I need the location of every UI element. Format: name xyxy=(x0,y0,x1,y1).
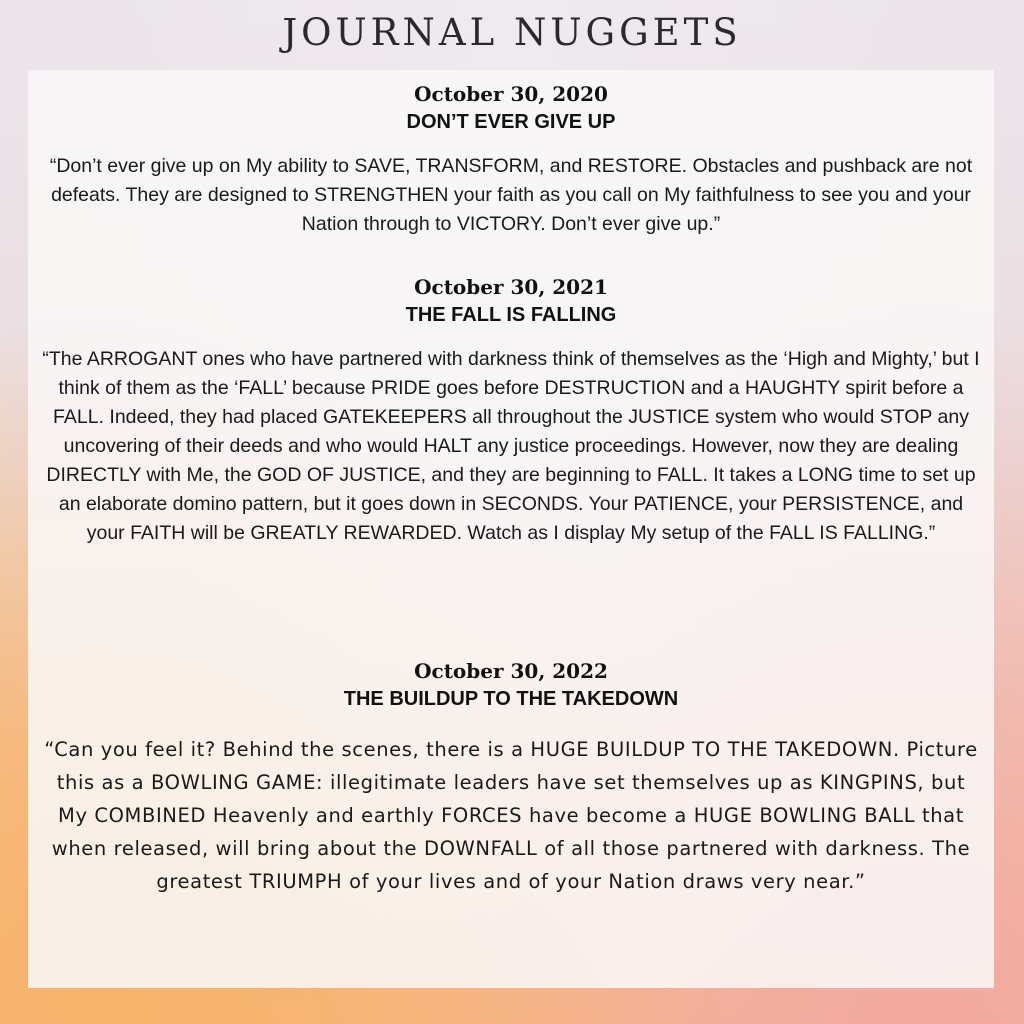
entry-date: October 30, 2021 xyxy=(414,275,608,299)
entry-date: October 30, 2022 xyxy=(414,659,608,683)
journal-entry xyxy=(28,273,994,548)
entry-body: “Don’t ever give up on My ability to SAVE, TRANSFORM, and RESTORE. Obstacles and pushback are not defeats. They are designed to STRENGTHEN your faith as you call on My faithfulness to see you and your Nation through to VICTORY. Don’t ever give up.” xyxy=(49,155,973,235)
entry-title: THE FALL IS FALLING xyxy=(405,304,617,326)
entry-title: DON’T EVER GIVE UP xyxy=(406,111,616,133)
entry-body: “Can you feel it? Behind the scenes, there is a HUGE BUILDUP TO THE TAKEDOWN. Picture this as a BOWLING GAME: illegitimate leaders have set themselves up as KINGPINS, but My COMBINED Heavenly and earthly FORCES have become a HUGE BOWLING BALL that when released, will bring about the DOWNFALL of all those partnered with darkness. The greatest TRIUMPH of your lives and of your Nation draws very near.” xyxy=(44,738,978,893)
entry-title: THE BUILDUP TO THE TAKEDOWN xyxy=(343,688,679,710)
entry-body: “The ARROGANT ones who have partnered with darkness think of themselves as the ‘High and Mighty,’ but I think of them as the ‘FALL’ because PRIDE goes before DESTRUCTION and a HAUGHTY spirit before a FALL. Indeed, they had placed GATEKEEPERS all throughout the JUSTICE system who would STOP any uncovering of their deeds and who would HALT any justice proceedings. However, now they are dealing DIRECTLY with Me, the GOD OF JUSTICE, and they are beginning to FALL. It takes a LONG time to set up an elaborate domino pattern, but it goes down in SECONDS. Your PATIENCE, your PERSISTENCE, and your FAITH will be GREATLY REWARDED. Watch as I display My setup of the FALL IS FALLING.” xyxy=(42,348,980,544)
journal-entry xyxy=(28,80,994,239)
page-title: JOURNAL NUGGETS xyxy=(282,11,742,54)
entry-date: October 30, 2020 xyxy=(414,82,608,106)
journal-entry xyxy=(28,657,994,898)
journal-panel xyxy=(28,70,994,988)
